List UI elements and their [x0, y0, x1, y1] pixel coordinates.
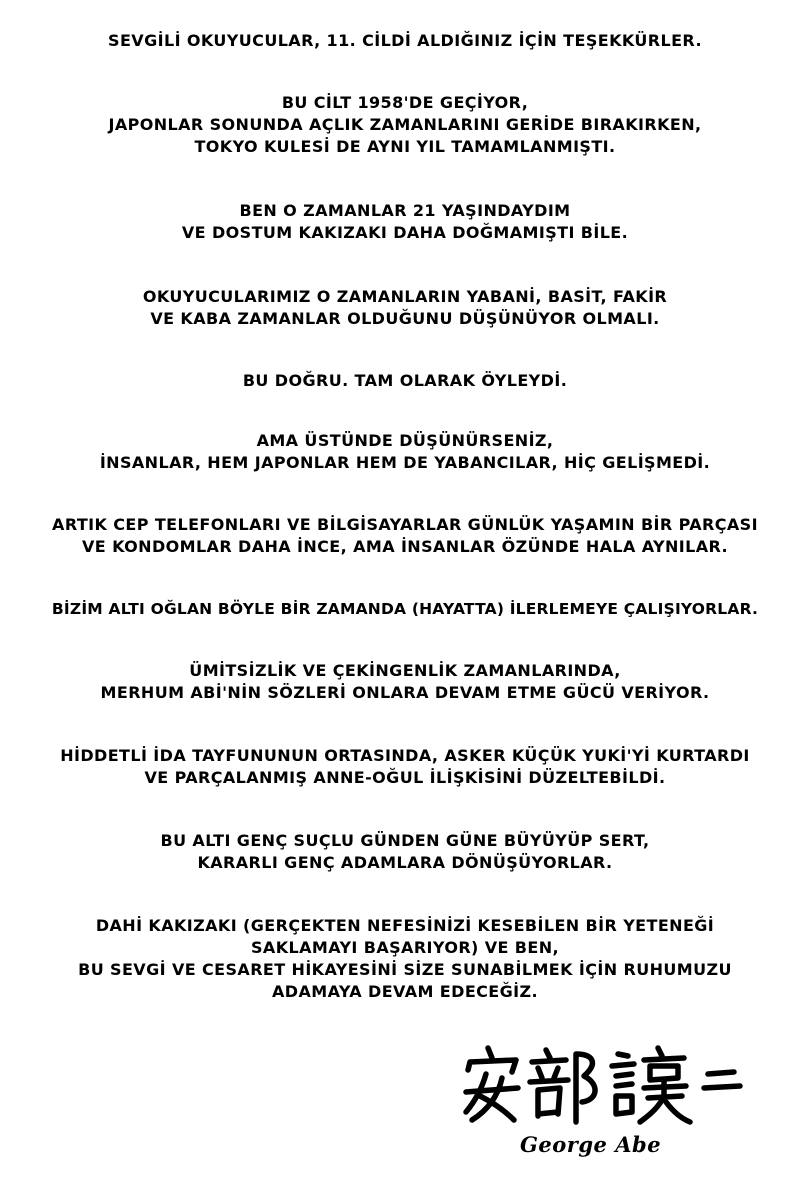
text-line: ADAMAYA DEVAM EDECEĞİZ. — [272, 982, 538, 1001]
text-line: OKUYUCULARIMIZ O ZAMANLARIN YABANİ, BASİT, FAKİR — [142, 287, 668, 306]
text-line: MERHUM ABİ'NİN SÖZLERİ ONLARA DEVAM ETME GÜCÜ VERİYOR. — [100, 683, 710, 702]
text-line: DAHİ KAKIZAKI (GERÇEKTEN NEFESİNİZİ KESEBİLEN BİR YETENEĞİ — [95, 916, 715, 935]
paragraph-thanks — [20, 30, 790, 52]
text-line: ARTIK CEP TELEFONLARI VE BİLGİSAYARLAR GÜNLÜK YAŞAMIN BİR PARÇASI — [52, 515, 758, 534]
text-line: İNSANLAR, HEM JAPONLAR HEM DE YABANCILAR, HİÇ GELİŞMEDİ. — [99, 453, 711, 472]
text-line: BU ALTI GENÇ SUÇLU GÜNDEN GÜNE BÜYÜYÜP SERT, — [160, 831, 650, 850]
text-line: BİZİM ALTI OĞLAN BÖYLE BİR ZAMANDA (HAYATTA) İLERLEMEYE ÇALIŞIYORLAR. — [51, 600, 759, 618]
text-line: VE PARÇALANMIŞ ANNE-OĞUL İLİŞKİSİNİ DÜZELTEBİLDİ. — [144, 768, 666, 787]
text-line: BEN O ZAMANLAR 21 YAŞINDAYDIM — [239, 201, 571, 220]
paragraph-closing — [20, 915, 790, 1003]
text-line: BU CİLT 1958'DE GEÇİYOR, — [281, 93, 529, 112]
author-signature — [458, 1040, 758, 1170]
text-line: AMA ÜSTÜNDE DÜŞÜNÜRSENİZ, — [256, 431, 554, 450]
signature-romanized: George Abe — [520, 1132, 662, 1157]
text-line: TOKYO KULESİ DE AYNI YIL TAMAMLANMIŞTI. — [194, 137, 616, 156]
kanji-signature-image — [458, 1040, 758, 1130]
text-line: SEVGİLİ OKUYUCULAR, 11. CİLDİ ALDIĞINIZ İÇİN TEŞEKKÜRLER. — [108, 31, 702, 50]
text-line: BU SEVGİ VE CESARET HİKAYESİNİ SİZE SUNABİLMEK İÇİN RUHUMUZU — [78, 960, 732, 979]
paragraph-six-boys — [20, 598, 790, 620]
paragraph-age — [20, 200, 790, 244]
paragraph-growth — [20, 830, 790, 874]
text-line: BU DOĞRU. TAM OLARAK ÖYLEYDİ. — [242, 371, 568, 390]
text-line: VE KONDOMLAR DAHA İNCE, AMA İNSANLAR ÖZÜNDE HALA AYNILAR. — [81, 537, 728, 556]
paragraph-people — [20, 430, 790, 474]
text-line: SAKLAMAYI BAŞARIYOR) VE BEN, — [250, 938, 560, 957]
text-line: KARARLI GENÇ ADAMLARA DÖNÜŞÜYORLAR. — [197, 853, 613, 872]
text-line: VE DOSTUM KAKIZAKI DAHA DOĞMAMIŞTI BİLE. — [181, 223, 629, 242]
paragraph-setting — [20, 92, 790, 158]
text-line: JAPONLAR SONUNDA AÇLIK ZAMANLARINI GERİDE BIRAKIRKEN, — [108, 115, 702, 134]
paragraph-true — [20, 370, 790, 392]
paragraph-typhoon — [20, 745, 790, 789]
text-line: ÜMİTSİZLİK VE ÇEKİNGENLİK ZAMANLARINDA, — [189, 661, 621, 680]
text-line: HİDDETLİ İDA TAYFUNUNUN ORTASINDA, ASKER KÜÇÜK YUKİ'Yİ KURTARDI — [60, 746, 750, 765]
paragraph-phones — [20, 514, 790, 558]
paragraph-despair — [20, 660, 790, 704]
paragraph-readers — [20, 286, 790, 330]
text-line: VE KABA ZAMANLAR OLDUĞUNU DÜŞÜNÜYOR OLMALI. — [150, 309, 660, 328]
